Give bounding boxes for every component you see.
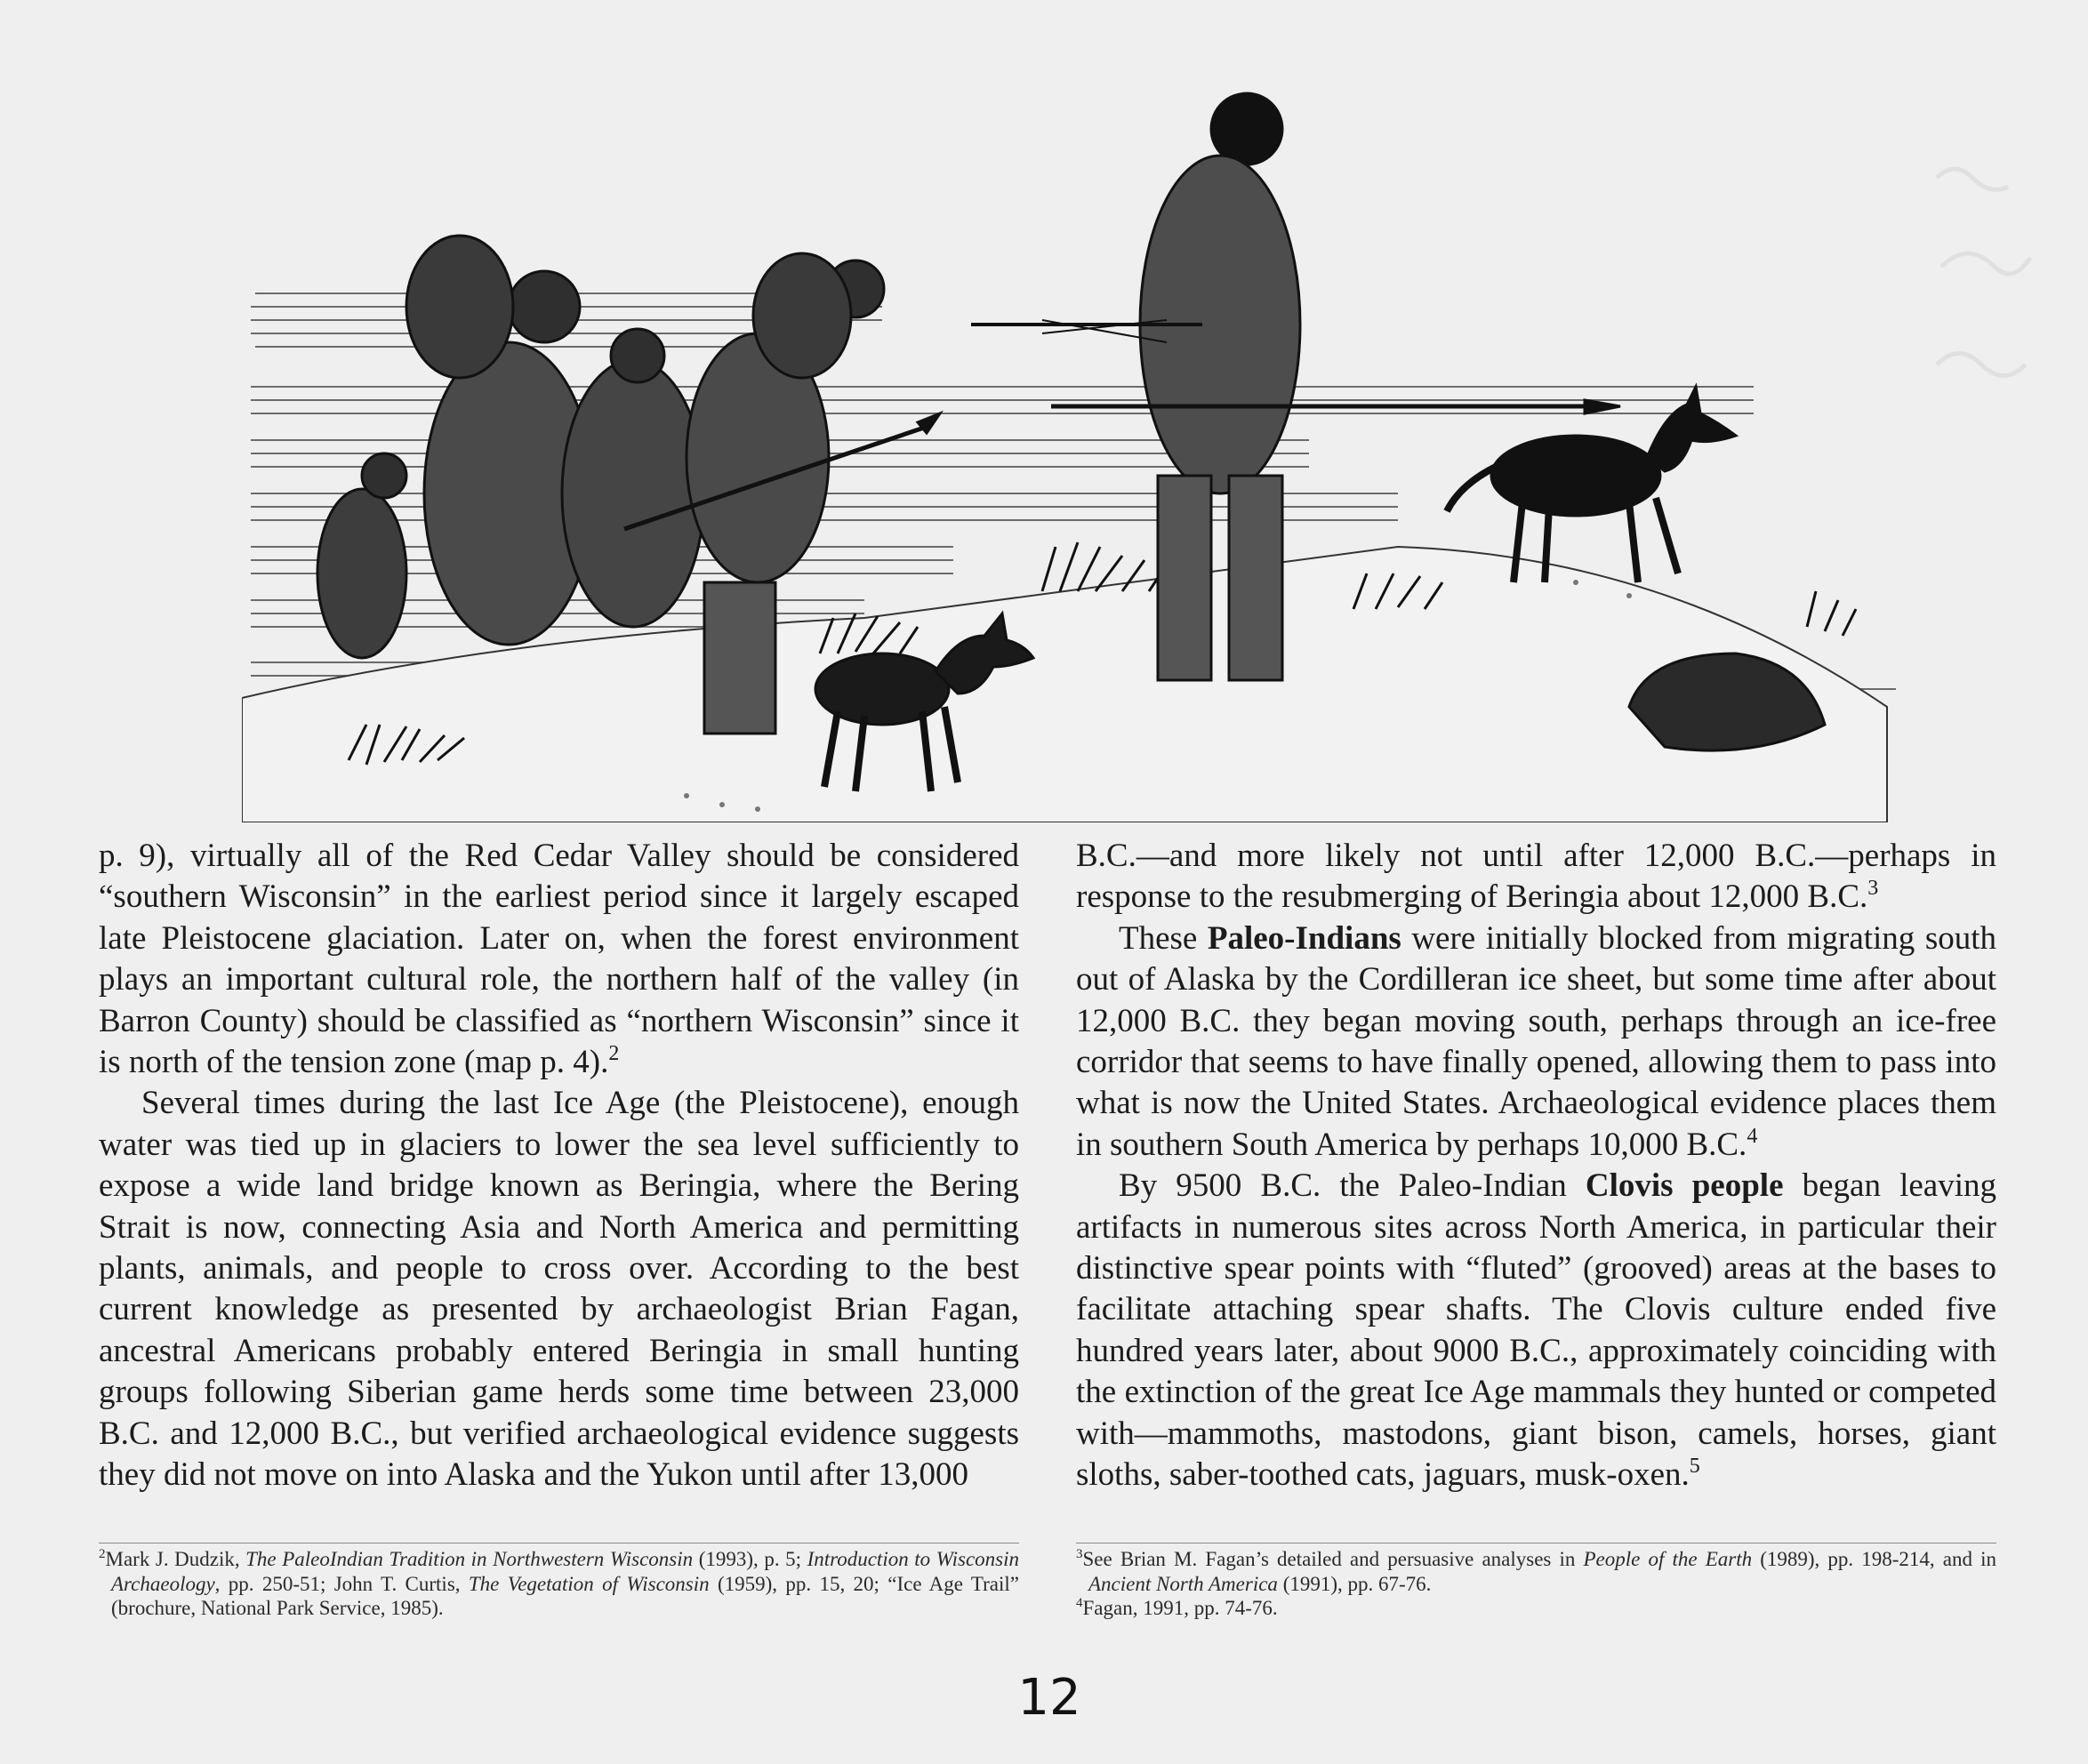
text-column-right: [1076, 836, 1996, 1496]
footnote-ref[interactable]: 5: [1689, 1455, 1700, 1479]
footnotes-left: [99, 1547, 1019, 1621]
footnote-ref[interactable]: 4: [1747, 1124, 1758, 1148]
paragraph: [99, 1083, 1019, 1495]
page-number: 12: [1017, 1669, 1081, 1727]
dog-right: [1447, 387, 1736, 582]
paragraph: [1076, 1166, 1996, 1495]
footnote-title: People of the Earth: [1583, 1548, 1753, 1570]
footnote-ref[interactable]: 2: [608, 1042, 620, 1066]
paragraph: [99, 836, 1019, 1083]
footnote-number: 3: [1076, 1547, 1083, 1561]
footnote-number: 4: [1076, 1596, 1083, 1610]
footnote-title: Ancient North America: [1088, 1572, 1278, 1595]
footnote-2: [99, 1547, 1019, 1621]
footnote-text: (1989), pp. 198-214, and in: [1752, 1548, 1996, 1570]
paragraph-text: p. 9), virtually all of the Red Cedar Valley should be considered “southern Wisconsin” in the earliest period since it largely escaped late Pleistocene glaciation. Later on, when the forest environment plays an important cultural role, the northern half of the valley (in Barron County) should be classified as “northern Wisconsin” since it is north of the tension zone (map p. 4).: [99, 838, 1019, 1081]
footnote-text: (1959), pp. 15, 20; “Ice Age Trail” (brochure, National Park Service, 1985).: [111, 1572, 1019, 1619]
footnote-text: (1993), p. 5;: [693, 1548, 807, 1570]
paragraph: [1076, 836, 1996, 918]
footnote-text: (1991), pp. 67-76.: [1277, 1572, 1432, 1595]
footnotes-right: [1076, 1547, 1996, 1621]
illustration-paleo-hunters: [242, 84, 1910, 822]
key-term: Clovis people: [1585, 1167, 1784, 1205]
paragraph: [1076, 918, 1996, 1166]
paragraph-text: These: [1119, 919, 1208, 957]
footnote-text: , pp. 250-51; John T. Curtis,: [214, 1572, 469, 1595]
footnote-title: The Vegetation of Wisconsin: [468, 1572, 710, 1595]
footnote-divider: [1076, 1543, 1996, 1544]
paragraph-text: B.C.—and more likely not until after 12,000 B.C.—perhaps in response to the resubmerging of Beringia about 12,000 B.C.: [1076, 838, 1996, 916]
paragraph-text: began leaving artifacts in numerous sites across North America, in particular their distinctive spear points with “fluted” (grooved) areas at the bases to facilitate attaching spear shafts. The Clovis culture ended five hundred years later, about 9000 B.C., approximately coinciding with the extinction of the great Ice Age mammals they hunted or competed with—mammoths, mastodons, giant bison, camels, horses, giant sloths, saber-toothed cats, jaguars, musk-oxen.: [1076, 1167, 1996, 1494]
footnote-ref[interactable]: 3: [1867, 877, 1879, 901]
footnote-text: See Brian M. Fagan’s detailed and persuasive analyses in: [1082, 1548, 1584, 1570]
footnote-4: [1076, 1596, 1996, 1621]
footnote-text: Mark J. Dudzik,: [105, 1548, 246, 1570]
footnote-text: Fagan, 1991, pp. 74-76.: [1082, 1597, 1278, 1619]
paragraph-text: were initially blocked from migrating south out of Alaska by the Cordilleran ice sheet, but some time after about 12,000 B.C. they began moving south, perhaps through an ice-free corridor that seems to have finally opened, allowing them to pass into what is now the United States. Archaeological evidence places them in southern South America by perhaps 10,000 B.C.: [1076, 919, 1996, 1163]
paragraph-text: By 9500 B.C. the Paleo-Indian: [1119, 1167, 1586, 1205]
show-through-mark: [1928, 151, 2035, 436]
footnote-title: Introduction to Wisconsin Archaeology: [111, 1548, 1019, 1595]
footnote-title: The PaleoIndian Tradition in Northwestern Wisconsin: [245, 1548, 694, 1570]
footnote-divider: [99, 1543, 1019, 1544]
paragraph-text: Several times during the last Ice Age (the Pleistocene), enough water was tied up in glaciers to lower the sea level sufficiently to expose a wide land bridge known as Beringia, where the Bering Strait is now, connecting Asia and North America and permitting plants, animals, and people to cross over. According to the best current knowledge as presented by archaeologist Brian Fagan, ancestral Americans probably entered Beringia in small hunting groups following Siberian game herds some time between 23,000 B.C. and 12,000 B.C., but verified archaeological evidence suggests they did not move on into Alaska and the Yukon until after 13,000: [99, 1085, 1019, 1494]
key-term: Paleo-Indians: [1207, 919, 1401, 957]
footnote-3: [1076, 1547, 1996, 1596]
text-column-left: [99, 836, 1019, 1496]
footnote-number: 2: [99, 1547, 106, 1561]
